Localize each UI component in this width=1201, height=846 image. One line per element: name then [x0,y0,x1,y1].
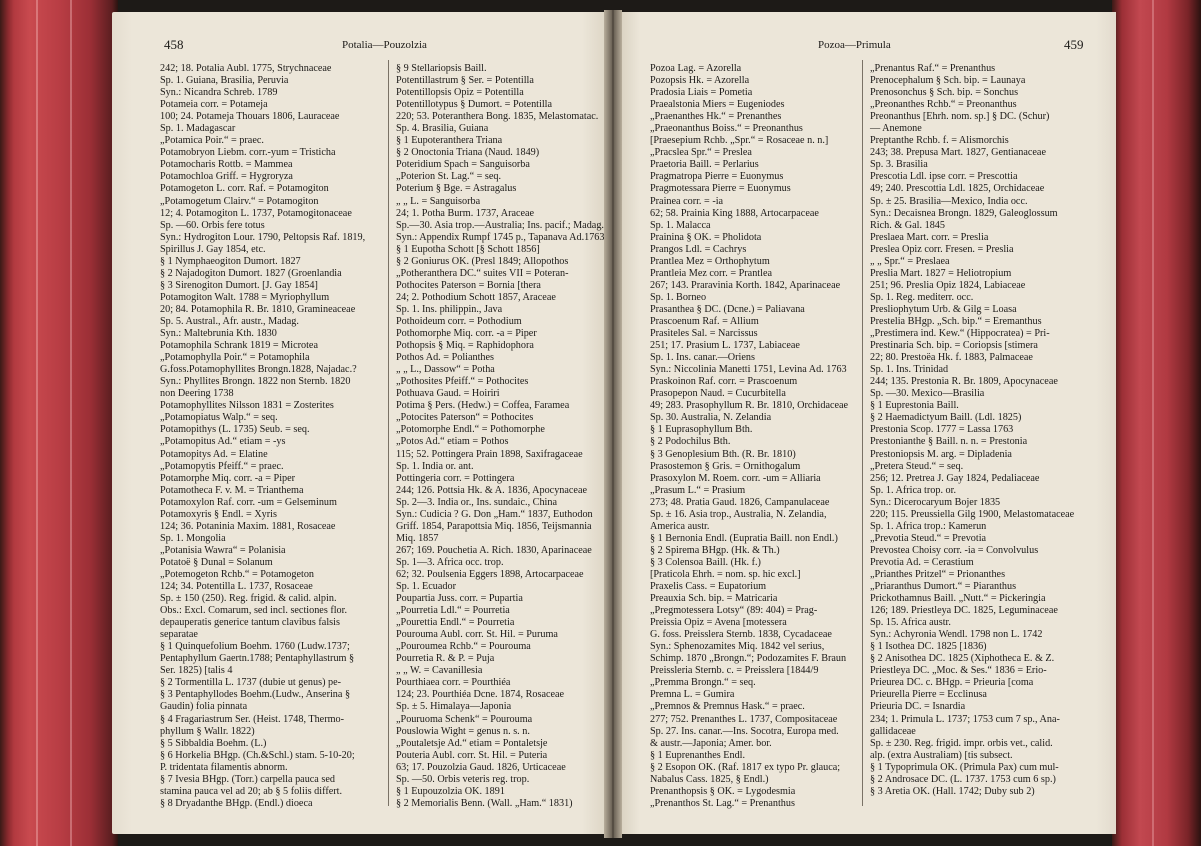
entry-line: Sp. 1. Africa trop. or. [870,484,957,496]
left-running-head: Potalia—Pouzolzia [342,39,427,51]
entry-line: Potamoxyris § Endl. = Xyris [160,508,277,520]
entry-line: Preslia Mart. 1827 = Heliotropium [870,267,1012,279]
entry-line: Poterium § Bge. = Astragalus [396,183,517,195]
entry-line: § 2 Podochilus Bth. [650,436,731,448]
column-divider [862,60,863,806]
entry-line: 267; 143. Praravinia Korth. 1842, Aparinaceae [650,279,841,291]
entry-line: 234; 1. Primula L. 1737; 1753 cum 7 sp., Ana- [870,713,1060,725]
entry-line: Pothopsis § Miq. = Raphidophora [396,340,534,352]
entry-line: Sp. ± 25. Brasilia—Mexico, India occ. [870,195,1028,207]
entry-line: Pouteria Aubl. corr. St. Hil. = Puteria [396,749,548,761]
entry-line: Prestinaria Sch. bip. = Coriopsis [stimera [870,340,1038,352]
right-page-number: 459 [1064,37,1084,52]
entry-line: Sp. —60. Orbis fere totus [160,219,265,231]
entry-line: „Potamopitus Ad.“ etiam = -ys [160,436,286,448]
entry-line: Premna L. = Gumira [650,689,735,701]
entry-line: Pothocites Paterson = Bornia [thera [396,279,541,291]
entry-line: Potamoxylon Raf. corr. -um = Gelseminum [160,496,337,508]
entry-line: Sp. ± 230. Reg. frigid. impr. orbis vet., calid. [870,737,1053,749]
entry-line: Presliophytum Urb. & Gilg = Loasa [870,303,1017,315]
entry-line: Prevotia Ad. = Cerastium [870,556,974,568]
entry-line: Prestonia Scop. 1777 = Lassa 1763 [870,424,1014,436]
entry-line: Prantleia Mez corr. = Prantlea [650,267,773,279]
entry-line: G.foss.Potamophyllites Brongn.1828, Najadac.? [160,364,357,376]
entry-line: 251; 96. Preslia Opiz 1824, Labiaceae [870,279,1026,291]
entry-line: 244; 126. Pottsia Hk. & A. 1836, Apocynaceae [396,484,587,496]
entry-line: 124; 34. Potentilla L. 1737, Rosaceae [160,581,313,593]
entry-line: 124; 23. Pourthiéa Dcne. 1874, Rosaceae [396,689,565,701]
entry-line: § 7 Ivesia BHgp. (Torr.) carpella pauca sed [160,773,335,785]
entry-line: Sp. ± 16. Asia trop., Australia, N. Zelandia, [650,508,827,520]
entry-line: § 1 Quinquefolium Boehm. 1760 (Ludw.1737; [160,641,350,653]
entry-line: Sp. 1. Ins. philippin., Java [396,303,503,315]
entry-line: Prieuria DC. = Isnardia [870,701,966,713]
entry-line: Poteridium Spach = Sanguisorba [396,159,530,171]
book-gutter [604,10,622,838]
entry-line: § 1 Bernonia Endl. (Eupratia Baill. non Endl.) [650,532,838,544]
entry-line: Syn.: Appendix Rumpf 1745 p., Tapanava Ad.1763 [396,231,605,243]
entry-line: 267; 169. Pouchetia A. Rich. 1830, Aparinaceae [396,544,592,556]
entry-line: „Potamica Poir.“ = praec. [160,135,264,147]
entry-line: „Potomorphe Endl.“ = Pothomorphe [396,424,545,436]
entry-line: „Pracslea Spr.“ = Preslea [650,147,752,159]
entry-line: 251; 17. Prasium L. 1737, Labiaceae [650,340,800,352]
entry-line: Pothuava Gaud. = Hoiriri [396,388,500,400]
entry-line: Prestelia BHgp. „Sch. bip.“ = Eremanthus [870,315,1042,327]
entry-line: Sp. 2—3. India or., Ins. sundaic., China [396,496,558,508]
entry-line: Sp. 1. India or. ant. [396,460,474,472]
entry-line: § 3 Aretia OK. (Hall. 1742; Duby sub 2) [870,785,1035,797]
entry-line: — Anemone [870,123,922,135]
entry-line: Potamochloa Griff. = Hygroryza [160,171,293,183]
entry-line: phyllum § Wallr. 1822) [160,725,255,737]
entry-line: 273; 48. Pratia Gaud. 1826, Campanulaceae [650,496,830,508]
entry-line: Syn.: Phyllites Brongn. 1822 non Sternb. 1820 [160,376,351,388]
entry-line: „Potamophylla Poir.“ = Potamophila [160,352,310,364]
entry-line: [Praticola Ehrh. = nom. sp. hic excl.] [650,568,801,580]
entry-line: Syn.: Sphenozamites Miq. 1842 vel serius, [650,641,825,653]
entry-line: Sp. 5. Austral., Afr. austr., Madag. [160,315,299,327]
entry-line: „Pourettia Endl.“ = Pourretia [396,617,515,629]
entry-line: Prestonianthe § Baill. n. n. = Prestonia [870,436,1028,448]
entry-line: Pragmotessara Pierre = Euonymus [650,183,791,195]
entry-line: America austr. [650,520,710,532]
entry-line: 242; 18. Potalia Aubl. 1775, Strychnaceae [160,63,332,74]
entry-line: „Prestimera ind. Kew.“ (Hippocratea) = Pri- [870,328,1050,340]
entry-line: § 2 Haemadictyum Baill. (Ldl. 1825) [870,412,1022,424]
entry-line: Preissia Opiz = Avena [motessera [650,617,787,629]
entry-line: Prieurea DC. c. BHgp. = Prieuria [coma [870,677,1034,689]
entry-line: Prescotia Ldl. ipse corr. = Prescottia [870,171,1018,183]
entry-line: Prainina § OK. = Pholidota [650,231,762,243]
entry-line: Syn.: Niccolinia Manetti 1751, Levina Ad. 1763 [650,364,847,376]
entry-line: § 1 Isothea DC. 1825 [1836) [870,641,987,653]
entry-line: 24; 1. Potha Burm. 1737, Araceae [396,207,535,219]
entry-line: non Deering 1738 [160,388,234,400]
entry-line: „Prevotia Steud.“ = Prevotia [870,532,987,544]
entry-line: Prieurella Pierre = Ecclinusa [870,689,987,701]
entry-line: Sp. 1—3. Africa occ. trop. [396,556,504,568]
entry-line: Praskoinon Raf. corr. = Prascoenum [650,376,798,388]
entry-line: Preptanthe Rchb. f. = Alismorchis [870,135,1009,147]
entry-line: 277; 752. Prenanthes L. 1737, Compositaceae [650,713,838,725]
entry-line: Preauxia Sch. bip. = Matricaria [650,593,778,605]
entry-line: § 3 Pentaphyllodes Boehm.(Ludw., Anserina § [160,689,351,701]
entry-line: „Prasum L.“ = Prasium [650,484,746,496]
entry-line: Miq. 1857 [396,532,439,544]
entry-line: Pradosia Liais = Pometia [650,87,753,99]
entry-line: 63; 17. Pouzolzia Gaud. 1826, Urticaceae [396,761,566,773]
entry-line: Preslea Opiz corr. Fresen. = Preslia [870,243,1014,255]
entry-line: Priestleya DC. „Moc. & Ses.“ 1836 = Erio- [870,665,1047,677]
entry-line: Prenanthopsis § OK. = Lygodesmia [650,785,796,797]
entry-line: 20; 84. Potamophila R. Br. 1810, Gramineaceae [160,303,356,315]
entry-line: separatae [160,629,198,641]
entry-line: „Prianthes Pritzel“ = Prionanthes [870,568,1006,580]
entry-line: 244; 135. Prestonia R. Br. 1809, Apocynaceae [870,376,1058,388]
entry-line: 220; 115. Preussiella Gilg 1900, Melastomataceae [870,508,1075,520]
entry-line: 49; 283. Prasophyllum R. Br. 1810, Orchidaceae [650,400,849,412]
entry-line: Syn.: Achyronia Wendl. 1798 non L. 1742 [870,629,1043,641]
entry-line: Potamophyllites Nilsson 1831 = Zosterites [160,400,334,412]
entry-line: Prasanthea § DC. (Dcne.) = Paliavana [650,303,805,315]
entry-line: Sp. 1. Guiana, Brasilia, Peruvia [160,75,289,87]
entry-line: Potentillastrum § Ser. = Potentilla [396,75,534,87]
entry-line: „Prenanthos St. Lag.“ = Prenanthus [650,797,795,809]
entry-line: depauperatis generice tantum clavibus falsis [160,617,340,629]
right-page [616,12,1116,834]
entry-line: Praealstonia Miers = Eugeniodes [650,99,785,111]
left-column-2 [396,63,618,809]
entry-line: Potamotheca F. v. M. = Trianthema [160,484,304,496]
entry-line: Potamocharis Rottb. = Mammea [160,159,293,171]
entry-line: „Preonanthes Rchb.“ = Preonanthus [870,99,1017,111]
entry-line: Sp. 1. Malacca [650,219,711,231]
column-divider [388,60,389,806]
entry-line: Pothos Ad. = Polianthes [396,352,495,364]
entry-line: Schimp. 1870 „Brongn.“; Podozamites F. Braun [650,653,847,665]
entry-line: Potamopitys Ad. = Elatine [160,448,268,460]
entry-line: Prainea corr. = -ia [650,195,724,207]
entry-line: § 1 Euprestonia Baill. [870,400,959,412]
entry-line: Potamopithys (L. 1735) Seub. = seq. [160,424,310,436]
entry-line: 243; 38. Prepusa Mart. 1827, Gentianaceae [870,147,1046,159]
entry-line: Potamorphe Miq. corr. -a = Piper [160,472,296,484]
entry-line: Griff. 1854, Parapottsia Miq. 1856, Teijsmannia [396,520,592,532]
entry-line: Pottingeria corr. = Pottingera [396,472,515,484]
entry-line: Pouslowia Wight = genus n. s. n. [396,725,530,737]
entry-line: Praxelis Cass. = Eupatorium [650,581,767,593]
entry-line: Nabalus Cass. 1825, § Endl.) [650,773,769,785]
right-column-1 [650,63,872,809]
entry-line: „Priaranthus Dumort.“ = Piaranthus [870,581,1017,593]
entry-line: § 8 Dryadanthe BHgp. (Endl.) dioeca [160,797,313,809]
entry-line: Praetoria Baill. = Perlarius [650,159,759,171]
entry-line: Sp. 30. Australia, N. Zelandia [650,412,772,424]
entry-line: Potamogeton L. corr. Raf. = Potamogiton [160,183,329,195]
entry-line: Potentillotypus § Dumort. = Potentilla [396,99,553,111]
entry-line: Pourouma Aubl. corr. St. Hil. = Puruma [396,629,558,641]
entry-line: „Potos Ad.“ etiam = Pothos [396,436,509,448]
left-page-number: 458 [164,37,184,52]
entry-line: Syn.: Cudicia ? G. Don „Ham.“ 1837, Euthodon [396,508,593,520]
entry-line: Preissleria Sternb. c. = Preisslera [1844/9 [650,665,819,677]
entry-line: Potamobryon Liebm. corr.-yum = Tristicha [160,147,336,159]
entry-line: „Poutaletsje Ad.“ etiam = Pontaletsje [396,737,548,749]
entry-line: „Potamogetum Clairv.“ = Potamogiton [160,195,319,207]
entry-line: Potamogiton Walt. 1788 = Myriophyllum [160,291,330,303]
entry-line: „Pouroumea Rchb.“ = Pourouma [396,641,531,653]
entry-line: Prasiteles Sal. = Narcissus [650,328,758,340]
entry-line: Gaudin) folia pinnata [160,701,248,713]
entry-line: § 2 Najadogiton Dumort. 1827 (Groenlandia [160,267,342,279]
entry-line: § 5 Sibbaldia Boehm. (L.) [160,737,267,749]
entry-line: 22; 80. Prestoëa Hk. f. 1883, Palmaceae [870,352,1033,364]
entry-line: „Pourretia Ldl.“ = Pourretia [396,605,510,617]
entry-line: § 1 Eupouzolzia OK. 1891 [396,785,505,797]
entry-line: G. foss. Preisslera Sternb. 1838, Cycadaceae [650,629,832,641]
entry-line: Sp. 1. Madagascar [160,123,236,135]
entry-line: „Premma Brongn.“ = seq. [650,677,756,689]
book-cover-left [0,0,118,846]
left-column-1 [160,63,382,809]
entry-line: § 3 Sirenogiton Dumort. [J. Gay 1854] [160,279,318,291]
book-cover-right [1112,0,1201,846]
entry-line: Sp. 1. Reg. mediterr. occ. [870,291,974,303]
entry-line: P. tridentata filamentis abnorm. [160,761,288,773]
entry-line: Sp. 1. Ins. Trinidad [870,364,949,376]
entry-line: „Pretera Steud.“ = seq. [870,460,964,472]
entry-line: „Potocites Paterson“ = Pothocites [396,412,534,424]
entry-line: Sp. 1. Ecuador [396,581,456,593]
entry-line: § 2 Anisothea DC. 1825 (Xiphotheca E. & Z. [870,653,1055,665]
entry-line: „Potamopytis Pfeiff.“ = praec. [160,460,284,472]
entry-line: § 1 Euprasophyllum Bth. [650,424,753,436]
entry-line: Sp.—30. Asia trop.—Australia; Ins. pacif.; Madag. [396,219,604,231]
entry-line: Prenosonchus § Sch. bip. = Sonchus [870,87,1019,99]
entry-line: „ „ W. = Cavanillesia [396,665,483,677]
entry-line: Prevostea Choisy corr. -ia = Convolvulus [870,544,1039,556]
entry-line: 126; 189. Priestleya DC. 1825, Leguminaceae [870,605,1058,617]
entry-line: § 1 Eupoteranthera Triana [396,135,503,147]
entry-line: § 2 Onoctonia Triana (Naud. 1849) [396,147,540,159]
entry-line: Pourretia R. & P. = Puja [396,653,495,665]
entry-line: Preonanthus [Ehrh. nom. sp.] § DC. (Schur) [870,111,1050,123]
entry-line: § 2 Goniurus OK. (Presl 1849; Allopothos [396,255,569,267]
entry-line: § 3 Genoplesium Bth. (R. Br. 1810) [650,448,796,460]
entry-line: Sp. 3. Brasilia [870,159,928,171]
entry-line: Pothoideum corr. = Pothodium [396,315,522,327]
entry-line: Sp. 15. Africa austr. [870,617,951,629]
entry-line: Potamophila Schrank 1819 = Microtea [160,340,318,352]
entry-line: „Premnos & Premnus Hask.“ = praec. [650,701,805,713]
entry-line: Pourthiaea corr. = Pourthiéa [396,677,511,689]
entry-line: Spirillus J. Gay 1854, etc. [160,243,266,255]
entry-line: § 6 Horkelia BHgp. (Ch.&Schl.) stam. 5-10-20; [160,749,355,761]
entry-line: Prasostemon § Gris. = Ornithogalum [650,460,801,472]
entry-line: Prenocephalum § Sch. bip. = Launaya [870,75,1026,87]
entry-line: „ „ L., Dassow“ = Potha [396,364,495,376]
entry-line: § 1 Nymphaeogiton Dumort. 1827 [160,255,301,267]
entry-line: Pentaphyllum Gaertn.1788; Pentaphyllastrum § [160,653,355,665]
entry-line: Rich. & Gal. 1845 [870,219,945,231]
entry-line: 62; 32. Poulsenia Eggers 1898, Artocarpaceae [396,568,584,580]
entry-line: Sp. 1. Borneo [650,291,707,303]
entry-line: Sp. 1. Africa trop.: Kamerun [870,520,987,532]
entry-line: Syn.: Nicandra Schreb. 1789 [160,87,278,99]
entry-line: Prasoxylon M. Roem. corr. -um = Alliaria [650,472,821,484]
entry-line: Syn.: Hydrogiton Lour. 1790, Peltopsis Raf. 1819, [160,231,366,243]
entry-line: Preslaea Mart. corr. = Preslia [870,231,989,243]
entry-line: „Prenantus Raf.“ = Prenanthus [870,63,996,74]
entry-line: 62; 58. Prainia King 1888, Artocarpaceae [650,207,819,219]
entry-line: Potima § Pers. (Hedw.) = Coffea, Faramea [396,400,570,412]
entry-line: Pragmatropa Pierre = Euonymus [650,171,784,183]
entry-line: stamina pauca vel ad 20; ab § 5 foliis differt. [160,785,343,797]
entry-line: § 1 Eupotha Schott [§ Schott 1856] [396,243,540,255]
entry-line: Poupartia Juss. corr. = Pupartia [396,593,523,605]
entry-line: Pothomorphe Miq. corr. -a = Piper [396,328,537,340]
entry-line: 220; 53. Poteranthera Bong. 1835, Melastomatac. [396,111,599,123]
entry-line: „Potamopiatus Walp.“ = seq. [160,412,278,424]
entry-line: Potentillopsis Opiz = Potentilla [396,87,524,99]
entry-line: „Praenanthes Hk.“ = Prenanthes [650,111,782,123]
entry-line: Prangos Ldl. = Cachrys [650,243,747,255]
entry-line: § 2 Spirema BHgp. (Hk. & Th.) [650,544,780,556]
entry-line: 12; 4. Potamogiton L. 1737, Potamogitonaceae [160,207,352,219]
entry-line: Prascoenum Raf. = Allium [650,315,759,327]
entry-line: Sp. ± 5. Himalaya—Japonia [396,701,512,713]
entry-line: Sp. ± 150 (250). Reg. frigid. & calid. alpin. [160,593,337,605]
entry-line: „Pouruoma Schenk“ = Pourouma [396,713,533,725]
entry-line: § 2 Esopon OK. (Raf. 1817 ex typo Pr. glauca; [650,761,841,773]
entry-line: Sp. 27. Ins. canar.—Ins. Socotra, Europa med. [650,725,839,737]
entry-line: 24; 2. Pothodium Schott 1857, Araceae [396,291,556,303]
entry-line: 49; 240. Prescottia Ldl. 1825, Orchidaceae [870,183,1045,195]
entry-line: [Praesepium Rchb. „Spr.“ = Rosaceae n. n.] [650,135,829,147]
entry-line: „Pregmotessera Lotsy“ (89: 404) = Prag- [650,605,818,617]
entry-line: Sp. 1. Mongolia [160,532,226,544]
entry-line: 256; 12. Pretrea J. Gay 1824, Pedaliaceae [870,472,1040,484]
entry-line: Potatoë § Dunal = Solanum [160,556,273,568]
entry-line: § 1 Euprenanthes Endl. [650,749,746,761]
entry-line: & austr.—Japonia; Amer. bor. [650,737,772,749]
entry-line: „Potemogeton Rchb.“ = Potamogeton [160,568,315,580]
entry-line: § 2 Memorialis Benn. (Wall. „Ham.“ 1831) [396,797,573,809]
entry-line: Obs.: Excl. Comarum, sed incl. sectiones flor. [160,605,348,617]
right-running-head: Pozoa—Primula [818,39,891,51]
entry-line: § 3 Colensoa Baill. (Hk. f.) [650,556,761,568]
entry-line: Prestoniopsis M. arg. = Dipladenia [870,448,1012,460]
entry-line: § 4 Fragariastrum Ser. (Heist. 1748, Thermo- [160,713,345,725]
entry-line: Syn.: Maltebrunia Kth. 1830 [160,328,277,340]
entry-line: Prantlea Mez = Orthophytum [650,255,770,267]
entry-line: 115; 52. Pottingera Prain 1898, Saxifragaceae [396,448,583,460]
entry-line: Prasopepon Naud. = Cucurbitella [650,388,786,400]
entry-line: Prickothamnus Baill. „Nutt.“ = Pickeringia [870,593,1046,605]
entry-line: Sp. 4. Brasilia, Guiana [396,123,489,135]
entry-line: „Praeonanthus Boiss.“ = Preonanthus [650,123,803,135]
entry-line: Potameia corr. = Potameja [160,99,268,111]
entry-line: 100; 24. Potameja Thouars 1806, Lauraceae [160,111,340,123]
entry-line: Pozoa Lag. = Azorella [650,63,742,74]
left-page [112,12,612,834]
entry-line: gallidaceae [870,725,916,737]
entry-line: „ „ L. = Sanguisorba [396,195,481,207]
entry-line: Ser. 1825) [talis 4 [160,665,233,677]
entry-line: „Potanisia Wawra“ = Polanisia [160,544,286,556]
entry-line: Syn.: Dicerocaryum Bojer 1835 [870,496,1001,508]
right-column-2 [870,63,1092,803]
entry-line: Sp. 1. Ins. canar.—Oriens [650,352,755,364]
entry-line: § 1 Typoprimula OK. (Primula Pax) cum mul- [870,761,1059,773]
entry-line: „ „ Spr.“ = Preslaea [870,255,950,267]
entry-line: Syn.: Decaisnea Brongn. 1829, Galeoglossum [870,207,1058,219]
entry-line: Pozopsis Hk. = Azorella [650,75,750,87]
entry-line: „Poterion St. Lag.“ = seq. [396,171,502,183]
entry-line: § 2 Tormentilla L. 1737 (dubie ut genus) pe- [160,677,342,689]
entry-line: „Potheranthera DC.“ suites VII = Poteran- [396,267,569,279]
entry-line: 124; 36. Potaninia Maxim. 1881, Rosaceae [160,520,336,532]
entry-line: „Pothosites Pfeiff.“ = Pothocites [396,376,529,388]
entry-line: alp. (extra Australiam) [tis subsect. [870,749,1013,761]
entry-line: Sp. —30. Mexico—Brasilia [870,388,985,400]
entry-line: § 9 Stellariopsis Baill. [396,63,487,74]
entry-line: Sp. —50. Orbis veteris reg. trop. [396,773,530,785]
entry-line: § 2 Androsace DC. (L. 1737. 1753 cum 6 sp.) [870,773,1056,785]
